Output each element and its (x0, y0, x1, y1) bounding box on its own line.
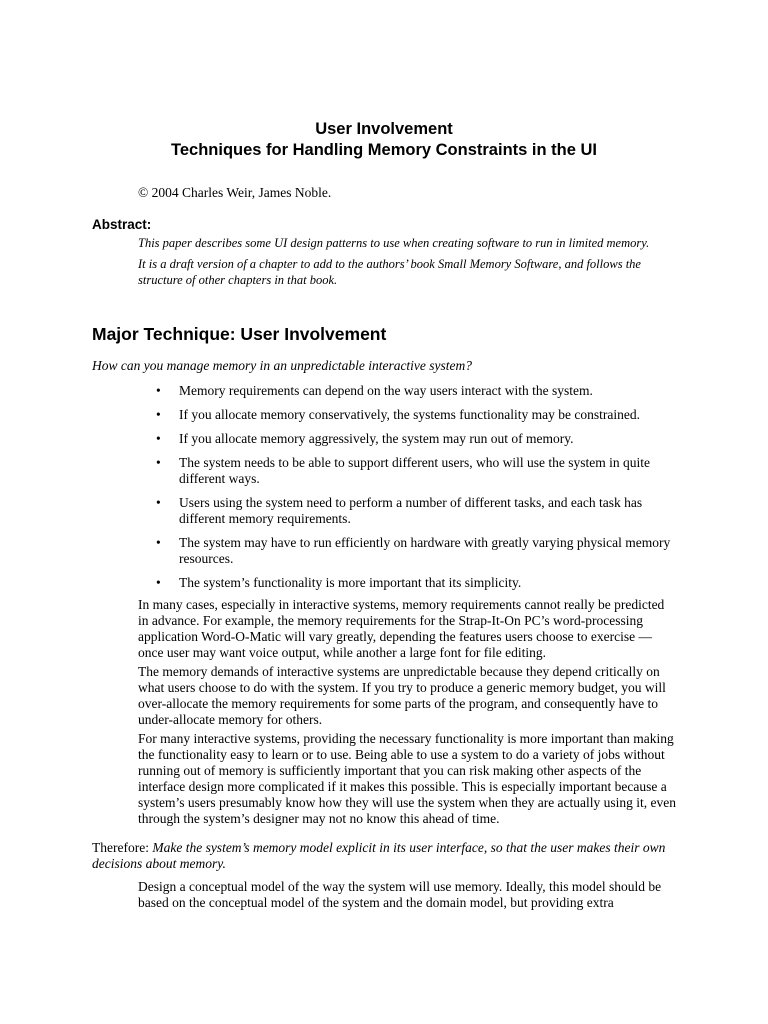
bullet-glyph: • (156, 407, 161, 422)
abstract-paragraph: It is a draft version of a chapter to add to the authors’ book Small Memory Software, and follows the structure of other chapters in that book. (138, 257, 641, 287)
list-item (156, 383, 676, 399)
list-item-text: The system’s functionality is more important that its simplicity. (179, 575, 522, 590)
bullet-glyph: • (156, 575, 161, 590)
body-paragraph: Design a conceptual model of the way the system will use memory. Ideally, this model should be based on the conceptual model of the system and the domain model, but providing extra (138, 879, 662, 910)
list-item (156, 455, 676, 487)
body-paragraph: For many interactive systems, providing the necessary functionality is more important than making the functionality easy to learn or to use. Being able to use a system to do a variety of jobs without running out of memory is sufficiently important that you can risk making other aspects of the interface design more complicated if it makes this possible. This is especially important because a system’s users presumably know how they will use the system when they are actually using it, even through the system’s designer may not no know this ahead of time. (138, 731, 677, 826)
bullet-glyph: • (156, 455, 161, 470)
list-item (156, 431, 676, 447)
list-item-text: Users using the system need to perform a number of different tasks, and each task has different memory requirements. (179, 495, 643, 526)
title-line-1: User Involvement (315, 120, 453, 138)
section-heading: Major Technique: User Involvement (92, 324, 387, 344)
document-title (0, 119, 768, 161)
list-item (156, 495, 676, 527)
list-item-text: If you allocate memory conservatively, the systems functionality may be constrained. (179, 407, 640, 422)
forces-list (156, 383, 676, 599)
list-item-text: Memory requirements can depend on the way users interact with the system. (179, 383, 593, 398)
title-line-2: Techniques for Handling Memory Constraints in the UI (171, 141, 597, 159)
body-paragraph: In many cases, especially in interactive systems, memory requirements cannot really be predicted in advance. For example, the memory requirements for the Strap-It-On PC’s word-processing application Word-O-Matic will vary greatly, depending the features users choose to exercise — once user may want voice output, while another a large font for file editing. (138, 597, 665, 660)
copyright-notice: © 2004 Charles Weir, James Noble. (138, 185, 332, 200)
bullet-glyph: • (156, 383, 161, 398)
list-item-text: The system needs to be able to support different users, who will use the system in quite different ways. (179, 455, 651, 486)
bullet-glyph: • (156, 431, 161, 446)
list-item (156, 407, 676, 423)
bullet-glyph: • (156, 495, 161, 510)
abstract-heading: Abstract: (92, 217, 152, 232)
list-item (156, 535, 676, 567)
therefore-label: Therefore: (92, 840, 149, 855)
abstract-paragraph: This paper describes some UI design patterns to use when creating software to run in limited memory. (138, 236, 650, 250)
list-item-text: The system may have to run efficiently on hardware with greatly varying physical memory resources. (179, 535, 671, 566)
list-item-text: If you allocate memory aggressively, the system may run out of memory. (179, 431, 574, 446)
bullet-glyph: • (156, 535, 161, 550)
therefore-statement (92, 840, 680, 872)
abstract-body (138, 235, 678, 293)
problem-question: How can you manage memory in an unpredictable interactive system? (92, 358, 473, 373)
list-item (156, 575, 676, 591)
solution-text: Make the system’s memory model explicit in its user interface, so that the user makes their own decisions about memory. (92, 840, 666, 871)
body-paragraph: The memory demands of interactive systems are unpredictable because they depend critically on what users choose to do with the system. If you try to produce a generic memory budget, you will over-allocate the memory requirements for some parts of the program, and consequently have to under-allocate memory for others. (138, 664, 666, 727)
